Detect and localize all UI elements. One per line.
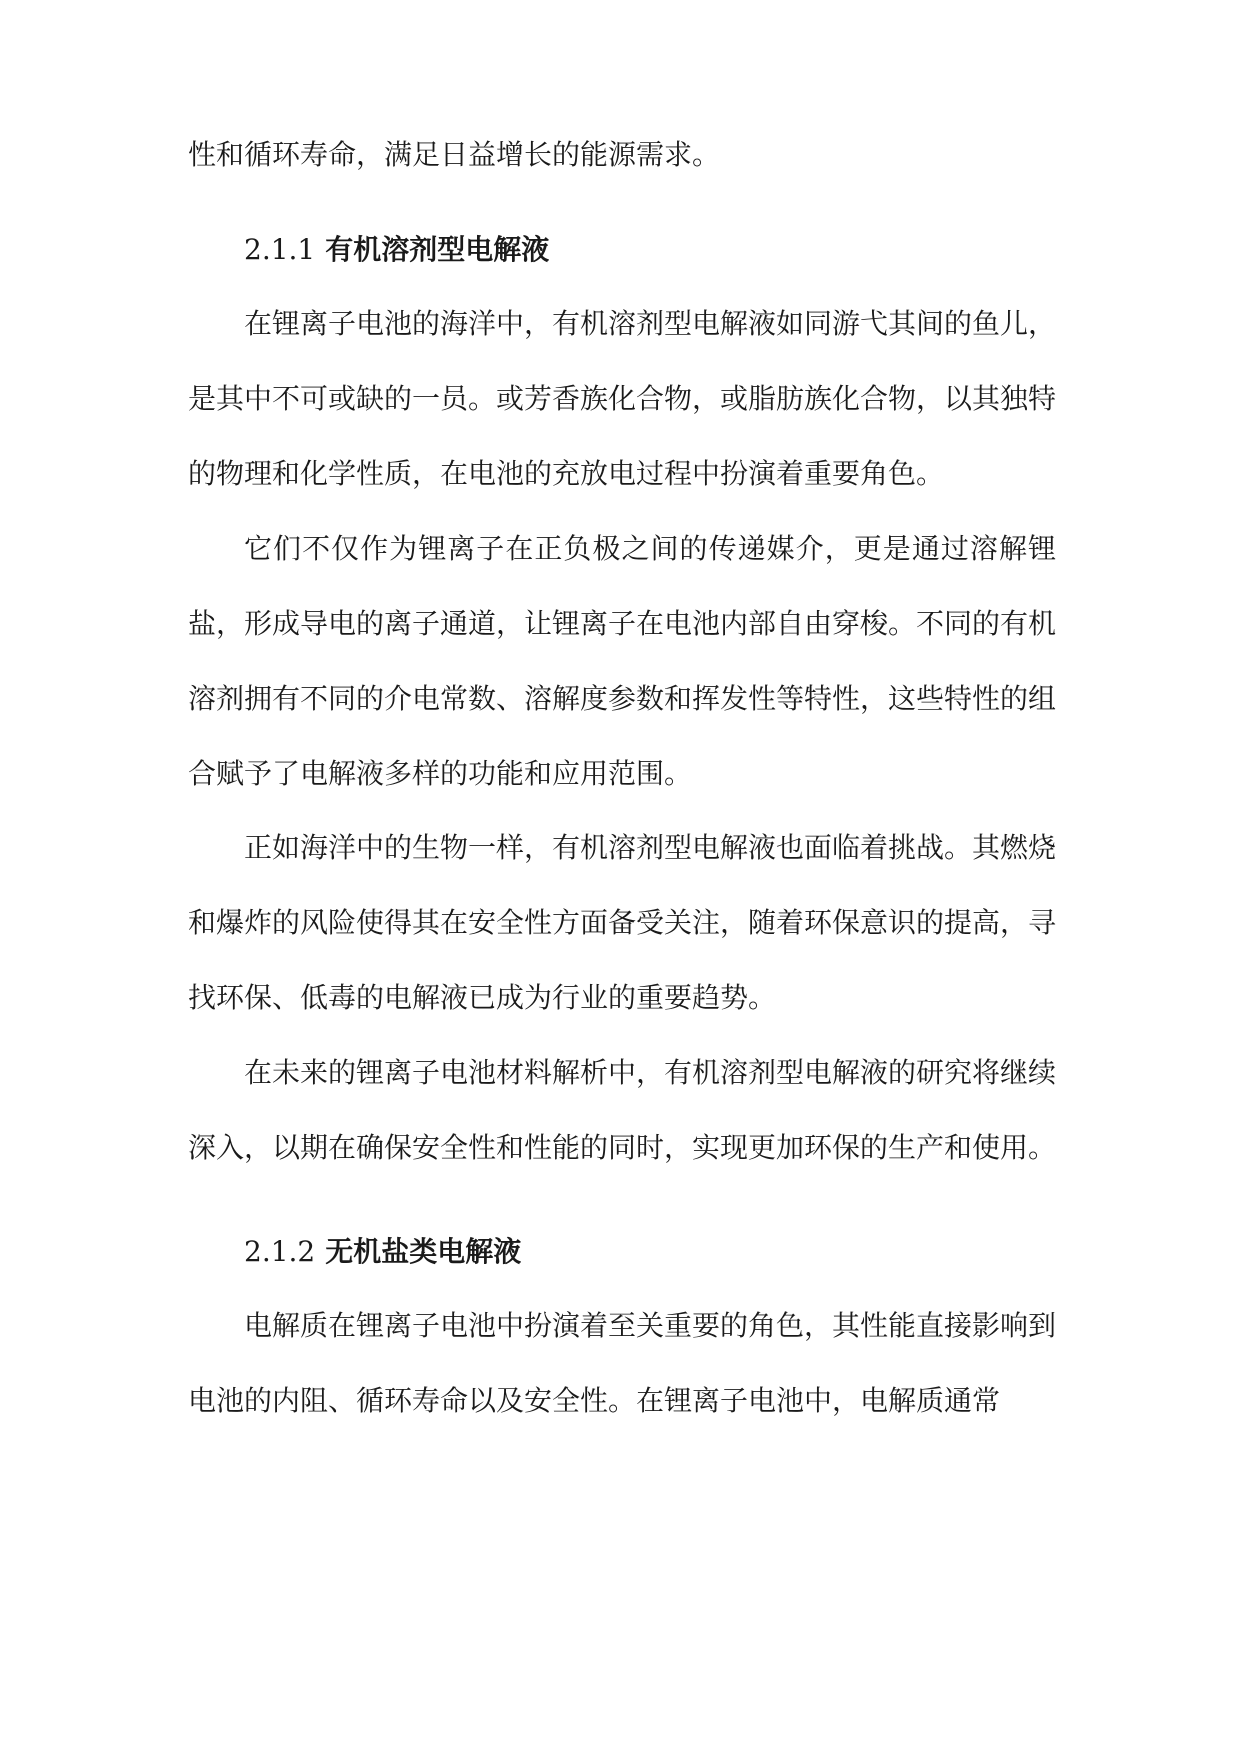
section-title: 无机盐类电解液	[325, 1235, 522, 1268]
section-heading-2-1-2	[244, 1232, 521, 1272]
paragraph-3: 正如海洋中的生物一样，有机溶剂型电解液也面临着挑战。其燃烧和爆炸的风险使得其在安全性方面备受关注，随着环保意识的提高，寻找环保、低毒的电解液已成为行业的重要趋势。	[188, 831, 1057, 1014]
paragraph-1: 在锂离子电池的海洋中，有机溶剂型电解液如同游弋其间的鱼儿，是其中不可或缺的一员。或芳香族化合物，或脂肪族化合物，以其独特的物理和化学性质，在电池的充放电过程中扮演着重要角色。	[188, 307, 1057, 490]
paragraph-2: 它们不仅作为锂离子在正负极之间的传递媒介，更是通过溶解锂盐，形成导电的离子通道，让锂离子在电池内部自由穿梭。不同的有机溶剂拥有不同的介电常数、溶解度参数和挥发性等特性，这些特性的组合赋予了电解液多样的功能和应用范围。	[188, 532, 1057, 790]
paragraph-4: 在未来的锂离子电池材料解析中，有机溶剂型电解液的研究将继续深入，以期在确保安全性和性能的同时，实现更加环保的生产和使用。	[188, 1056, 1057, 1164]
section-number: 2.1.1	[244, 233, 316, 266]
paragraph-5: 电解质在锂离子电池中扮演着至关重要的角色，其性能直接影响到电池的内阻、循环寿命以及安全性。在锂离子电池中，电解质通常	[188, 1309, 1057, 1417]
section-number: 2.1.2	[244, 1235, 316, 1268]
paragraph-continuation: 性和循环寿命，满足日益增长的能源需求。	[188, 138, 721, 171]
section-heading-2-1-1	[244, 230, 549, 270]
section-title: 有机溶剂型电解液	[325, 233, 550, 266]
